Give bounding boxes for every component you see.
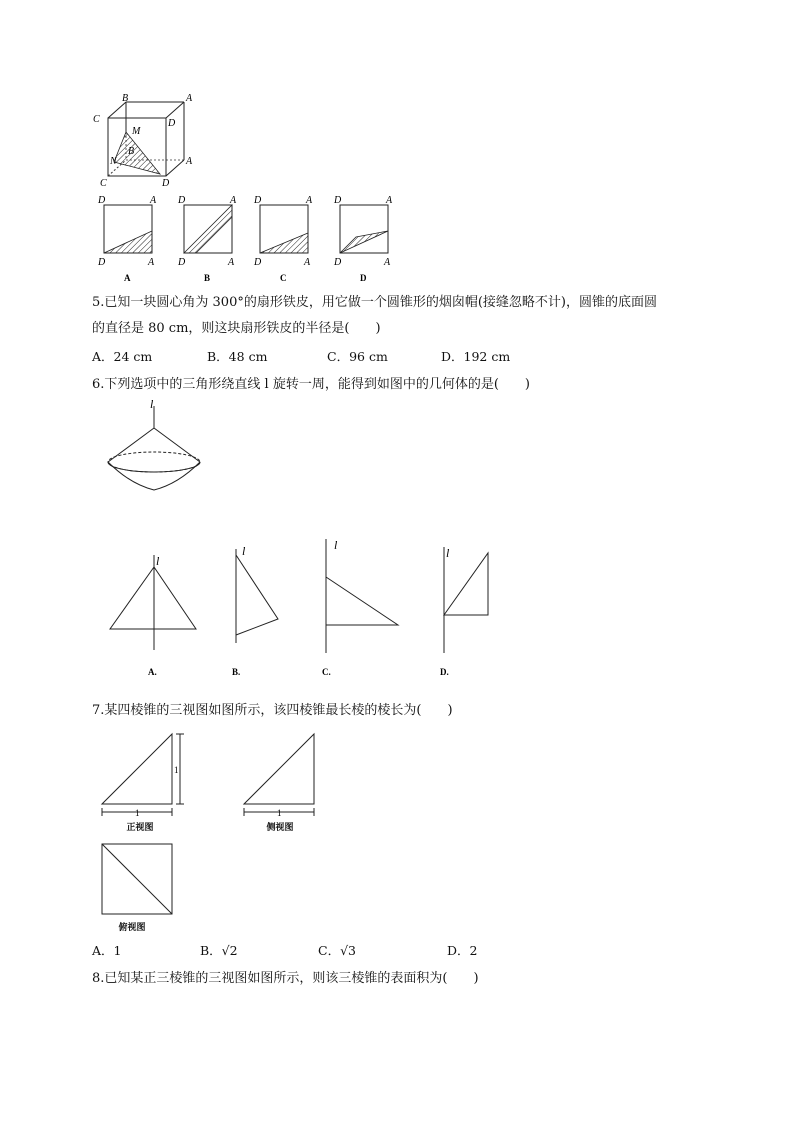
q4-option-b — [177, 195, 237, 283]
q4c-top-left: D — [254, 195, 262, 206]
label-m: M — [132, 126, 141, 137]
cone-axis-label: l — [150, 398, 154, 411]
q4b-bottom-right: A — [228, 257, 235, 268]
q5-line1: 5.已知一块圆心角为 300°的扇形铁皮，用它做一个圆锥形的烟囱帽(接缝忽略不计)，圆锥的底面圆 — [92, 295, 657, 310]
q4d-top-right: A — [386, 195, 393, 206]
q4-options-figure — [96, 193, 406, 283]
double-cone-figure — [100, 398, 210, 498]
side-view-caption: 侧视图 — [266, 823, 294, 833]
q4a-bottom-left: D — [98, 257, 106, 268]
q4a-bottom-right: A — [148, 257, 155, 268]
label-d: D — [162, 178, 170, 188]
label-a1: A — [186, 93, 193, 104]
q4d-bottom-right: A — [384, 257, 391, 268]
q6b-letter: B. — [232, 667, 241, 677]
q4d-bottom-left: D — [334, 257, 342, 268]
q4b-top-left: D — [178, 195, 186, 206]
q7-option-d: D．2 — [447, 943, 478, 958]
top-view-figure — [96, 838, 186, 920]
q4d-top-left: D — [334, 195, 342, 206]
q7-option-c: C．√3 — [318, 943, 356, 958]
q4-option-a — [97, 195, 157, 283]
q5-line2: 的直径是 80 cm，则这块扇形铁皮的半径是( ) — [92, 321, 381, 336]
front-dim-height: 1 — [174, 765, 179, 775]
q4c-bottom-right: A — [304, 257, 311, 268]
q4-option-d — [333, 195, 393, 283]
label-c: C — [100, 178, 107, 188]
q6-option-b — [232, 544, 278, 677]
q6d-letter: D. — [440, 667, 449, 677]
q6-options-figure — [100, 535, 520, 680]
q6-question: 6.下列选项中的三角形绕直线 l 旋转一周，能得到如图中的几何体的是( ) — [92, 377, 530, 392]
q6b-axis-label: l — [242, 544, 246, 558]
label-a: A — [186, 156, 193, 167]
q4b-bottom-left: D — [178, 257, 186, 268]
label-b1: B — [122, 93, 129, 104]
q5-option-b: B．48 cm — [207, 349, 268, 364]
q4c-bottom-left: D — [254, 257, 262, 268]
q6-option-d — [440, 546, 488, 677]
q4a-top-right: A — [150, 195, 157, 206]
q4a-letter: A — [124, 273, 131, 283]
label-d1: D — [168, 118, 176, 129]
q5-option-c: C．96 cm — [327, 349, 388, 364]
q4c-letter: C — [280, 273, 287, 283]
q4a-top-left: D — [98, 195, 106, 206]
q5-option-a: A．24 cm — [92, 349, 153, 364]
q7-question: 7.某四棱锥的三视图如图所示，该四棱锥最长棱的棱长为( ) — [92, 703, 453, 718]
q6-option-a — [110, 554, 196, 677]
front-dim-width: 1 — [135, 808, 140, 818]
q4b-letter: B — [204, 273, 211, 283]
label-b: B — [128, 146, 135, 157]
side-dim-width: 1 — [277, 808, 282, 818]
q6c-axis-label: l — [334, 538, 338, 552]
front-view-caption: 正视图 — [126, 823, 154, 833]
cube-figure — [90, 92, 200, 188]
q6a-letter: A. — [148, 667, 157, 677]
q4c-top-right: A — [306, 195, 313, 206]
q8-question: 8.已知某正三棱锥的三视图如图所示，则该三棱锥的表面积为( ) — [92, 971, 479, 986]
top-view-caption: 俯视图 — [118, 923, 146, 933]
q6d-axis-label: l — [446, 546, 450, 560]
q6c-letter: C. — [322, 667, 331, 677]
q7-option-b: B．√2 — [200, 943, 238, 958]
q6a-axis-label: l — [156, 554, 160, 568]
label-n: N — [110, 156, 117, 167]
q7-option-a: A．1 — [92, 943, 122, 958]
q5-option-d: D．192 cm — [441, 349, 511, 364]
q4b-top-right: A — [230, 195, 237, 206]
label-c1: C — [93, 114, 100, 125]
q4d-letter: D — [360, 273, 367, 283]
q4-option-c — [253, 195, 313, 283]
q6-option-c — [322, 538, 398, 677]
